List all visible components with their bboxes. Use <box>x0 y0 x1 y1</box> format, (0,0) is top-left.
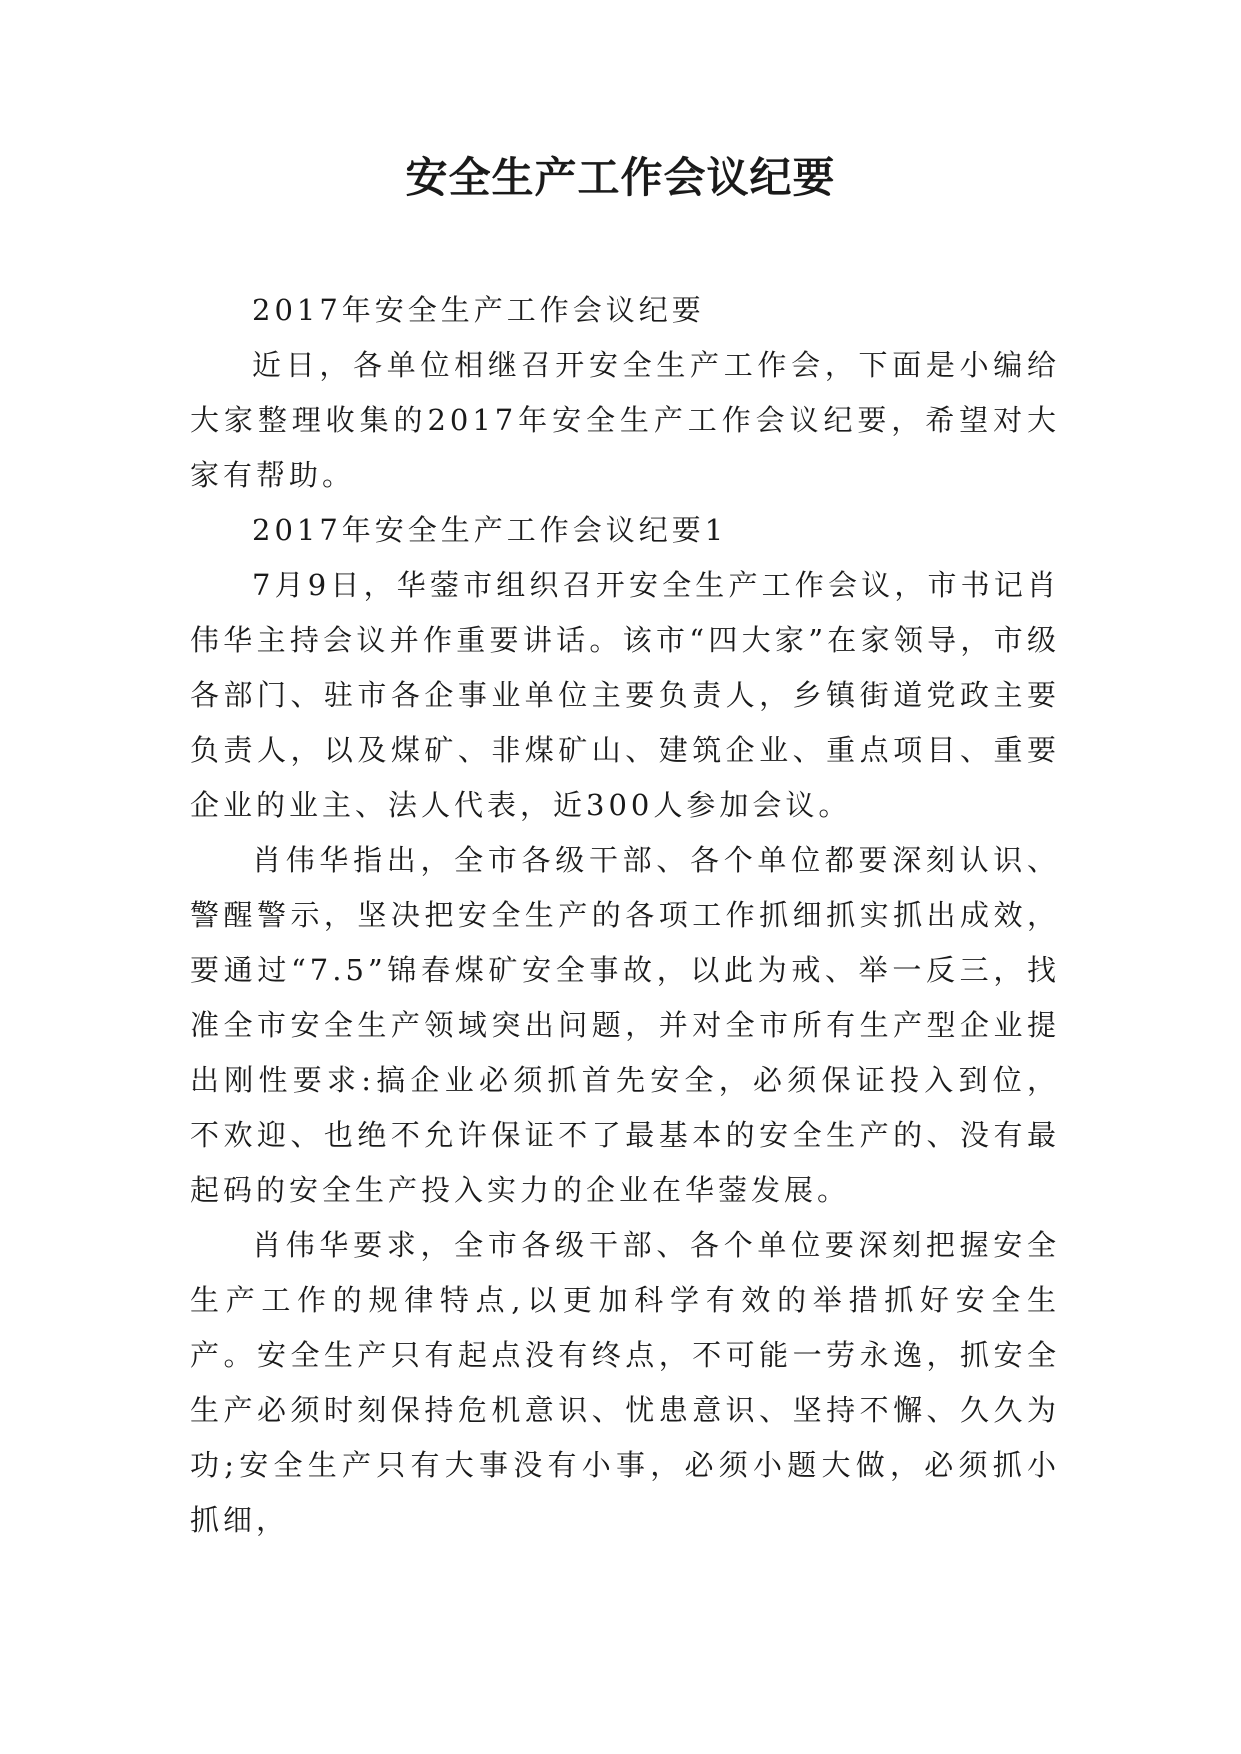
paragraph-requirements: 肖伟华要求，全市各级干部、各个单位要深刻把握安全生产工作的规律特点,以更加科学有效的举措抓好安全生产。安全生产只有起点没有终点，不可能一劳永逸，抓安全生产必须时刻保持危机意识、忧患意识、坚持不懈、久久为功;安全生产只有大事没有小事，必须小题大做，必须抓小抓细， <box>190 1228 1060 1537</box>
document-title: 安全生产工作会议纪要 <box>405 153 836 202</box>
paragraph-instructions: 肖伟华指出，全市各级干部、各个单位都要深刻认识、警醒警示，坚决把安全生产的各项工作抓细抓实抓出成效，要通过“7.5”锦春煤矿安全事故，以此为戒、举一反三，找准全市安全生产领域突出问题，并对全市所有生产型企业提出刚性要求:搞企业必须抓首先安全，必须保证投入到位，不欢迎、也绝不允许保证不了最基本的安全生产的、没有最起码的安全生产投入实力的企业在华蓥发展。 <box>190 843 1060 1207</box>
paragraph-heading: 2017年安全生产工作会议纪要 <box>252 293 705 327</box>
paragraph-intro: 近日，各单位相继召开安全生产工作会，下面是小编给大家整理收集的2017年安全生产工作会议纪要，希望对大家有帮助。 <box>190 348 1060 492</box>
document-body <box>190 283 1060 1548</box>
paragraph-meeting: 7月9日，华蓥市组织召开安全生产工作会议，市书记肖伟华主持会议并作重要讲话。该市“四大家”在家领导，市级各部门、驻市各企事业单位主要负责人，乡镇街道党政主要负责人，以及煤矿、非煤矿山、建筑企业、重点项目、重要企业的业主、法人代表，近300人参加会议。 <box>190 568 1060 822</box>
paragraph-section-heading: 2017年安全生产工作会议纪要1 <box>252 513 728 547</box>
